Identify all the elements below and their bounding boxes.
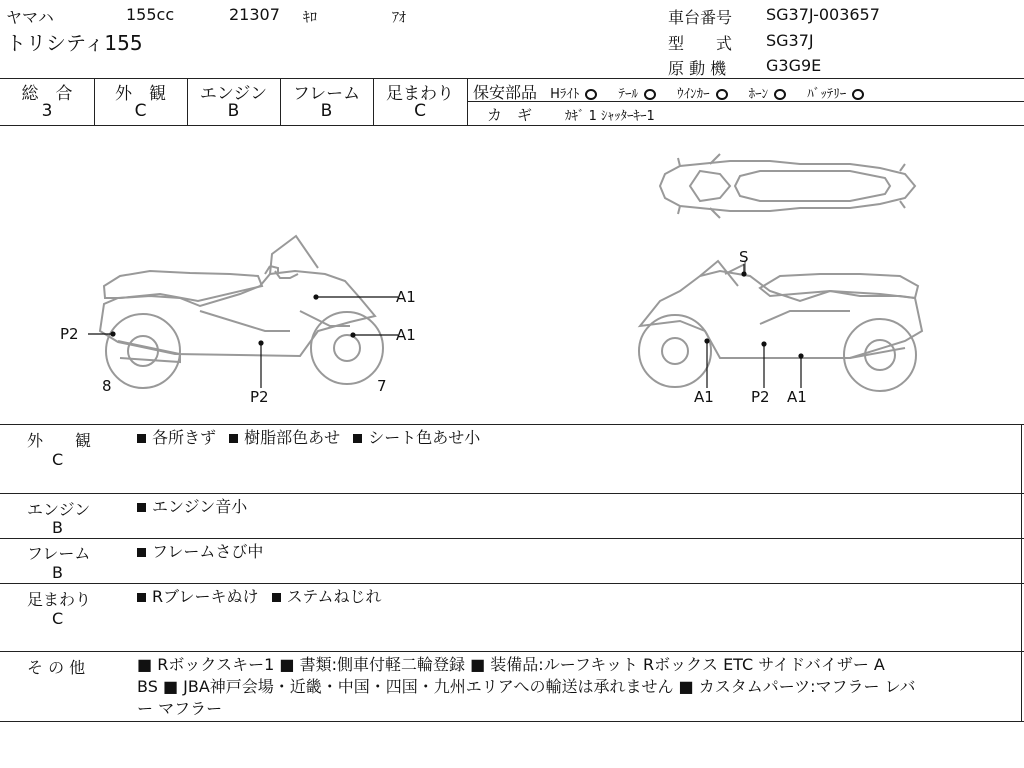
safety-item-battery: ﾊﾞｯﾃﾘｰ — [807, 87, 864, 102]
section-other-notes — [137, 654, 1017, 720]
safety-item-headlight: Hﾗｲﾄ — [550, 87, 597, 102]
scooter-left-view — [100, 236, 383, 388]
grade-total-label: 総 合 — [21, 84, 73, 104]
label-num-8: 8 — [102, 377, 112, 395]
displacement: 155cc — [126, 5, 175, 24]
section-engine-label: エンジン — [27, 500, 91, 519]
type-value: SG37J — [766, 31, 814, 50]
divider — [1021, 424, 1022, 721]
mileage: 21307 — [229, 5, 280, 24]
scooter-right-view — [639, 261, 922, 391]
ok-circle-icon — [852, 89, 864, 100]
scooter-top-view — [660, 154, 915, 218]
divider — [0, 424, 1024, 425]
frame-no-label: 車台番号 — [668, 8, 733, 27]
divider — [0, 721, 1024, 722]
grade-frame-label: フレーム — [292, 84, 361, 104]
frame-no: SG37J-003657 — [766, 5, 880, 24]
ok-circle-icon — [774, 89, 786, 100]
label-num-7: 7 — [377, 377, 387, 395]
type-label: 型 式 — [668, 34, 733, 53]
section-suspension-label: 足まわり — [27, 590, 92, 609]
mileage-unit: ｷﾛ — [303, 10, 317, 26]
ok-circle-icon — [644, 89, 656, 100]
damage-markers — [88, 264, 803, 388]
grade-engine-value: B — [227, 101, 240, 121]
divider — [467, 78, 468, 125]
label-s: S — [739, 248, 749, 266]
model-name: トリシティ155 — [6, 31, 143, 55]
key-label: カ ギ — [487, 106, 533, 124]
ok-circle-icon — [716, 89, 728, 100]
section-exterior-grade: C — [52, 450, 64, 469]
section-frame-label: フレーム — [27, 544, 91, 563]
grade-suspension-value: C — [414, 101, 426, 121]
safety-parts-row — [473, 80, 864, 103]
section-engine-grade: B — [52, 518, 63, 537]
safety-item-winker: ｳｲﾝｶｰ — [677, 87, 728, 102]
section-suspension-grade: C — [52, 609, 64, 628]
divider — [0, 538, 1024, 539]
label-a1-right-1: A1 — [694, 388, 714, 406]
section-frame-notes: フレームさび中 — [137, 541, 263, 563]
engine-label: 原 動 機 — [668, 59, 727, 78]
other-line-1: ■ Rボックスキー1 ■ 書類:側車付軽二輪登録 ■ 装備品:ルーフキット Rボックス ETC サイドバイザー A — [137, 655, 885, 674]
label-a1-mid-left: A1 — [396, 326, 416, 344]
section-exterior-notes: 各所きず 樹脂部色あせ シート色あせ小 — [137, 427, 480, 449]
label-a1-top-left: A1 — [396, 288, 416, 306]
section-frame-grade: B — [52, 563, 63, 582]
divider — [0, 583, 1024, 584]
grade-engine-label: エンジン — [199, 84, 268, 104]
section-other-label: そ の 他 — [27, 658, 86, 677]
other-line-3: ー マフラー — [137, 699, 223, 718]
engine-value: G3G9E — [766, 56, 822, 75]
grade-suspension-label: 足まわり — [386, 84, 454, 104]
safety-item-horn: ﾎｰﾝ — [749, 87, 787, 102]
key-value: ｶｷﾞ 1 ｼｬｯﾀｰｷｰ1 — [565, 109, 655, 124]
safety-item-tail: ﾃｰﾙ — [618, 87, 656, 102]
scooter-diagram — [0, 126, 1024, 424]
safety-label: 保安部品 — [473, 83, 538, 102]
label-a1-right-2: A1 — [787, 388, 807, 406]
section-engine-notes: エンジン音小 — [137, 496, 247, 518]
section-suspension-notes: Rブレーキぬけ ステムねじれ — [137, 586, 381, 608]
grade-exterior-label: 外 観 — [115, 84, 166, 104]
label-p2-left: P2 — [60, 325, 79, 343]
label-p2-right: P2 — [751, 388, 770, 406]
divider — [0, 493, 1024, 494]
ok-circle-icon — [585, 89, 597, 100]
divider — [0, 651, 1024, 652]
grade-total-value: 3 — [41, 101, 53, 121]
section-exterior-label: 外 観 — [27, 431, 92, 450]
grade-frame-value: B — [320, 101, 333, 121]
maker: ヤマハ — [6, 8, 54, 27]
other-line-2: BS ■ JBA神戸会場・近畿・中国・四国・九州エリアへの輸送は承れません ■ カスタムパーツ:マフラー レバ — [137, 677, 916, 696]
color: ｱｵ — [392, 10, 406, 26]
grade-exterior-value: C — [134, 101, 147, 121]
label-p2-bottom-left: P2 — [250, 388, 269, 406]
